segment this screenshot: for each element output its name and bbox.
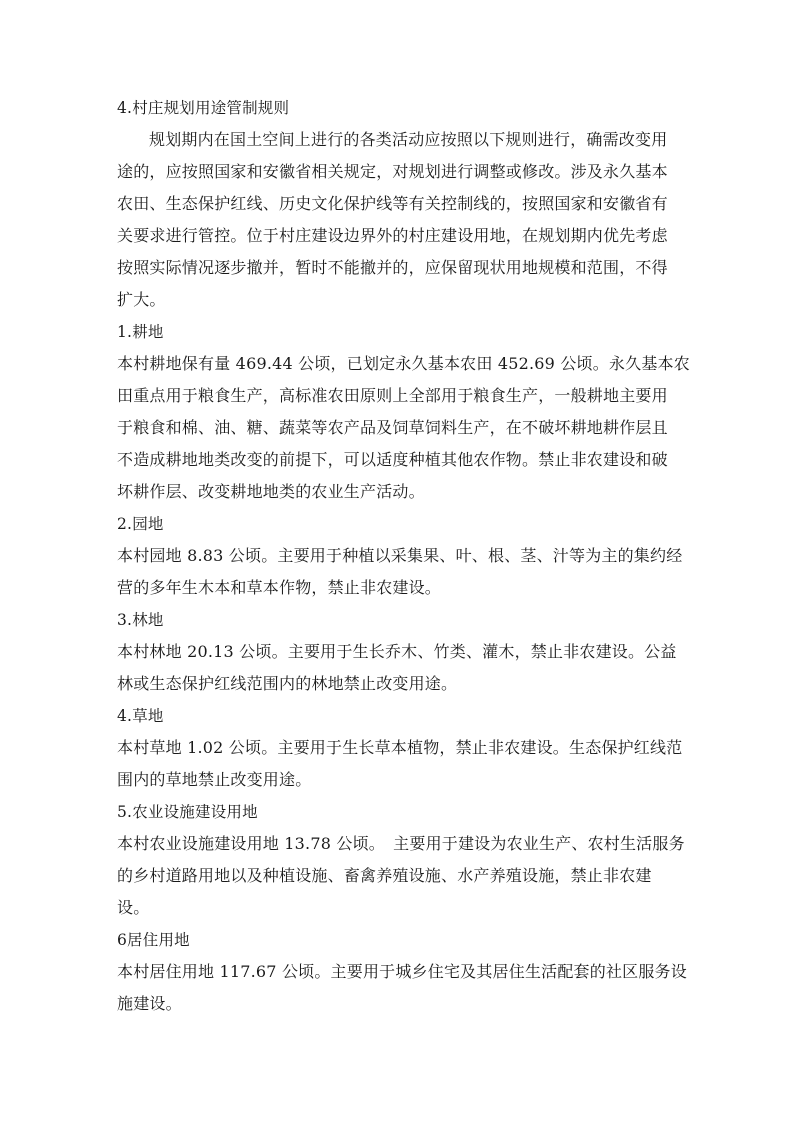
paragraph-line: 本村耕地保有量 469.44 公顷，已划定永久基本农田 452.69 公顷。永久基本农 [117, 354, 690, 373]
subsection-heading: 6居住用地 [117, 931, 190, 949]
section-grassland [117, 700, 683, 796]
paragraph-line: 的乡村道路用地以及种植设施、畜禽养殖设施、水产养殖设施，禁止非农建 [117, 866, 652, 885]
paragraph-line: 施建设。 [117, 994, 182, 1013]
paragraph-line: 途的，应按照国家和安徽省相关规定，对规划进行调整或修改。涉及永久基本 [117, 162, 668, 181]
paragraph-line: 按照实际情况逐步撤并，暂时不能撤并的，应保留现状用地规模和范围，不得 [117, 258, 668, 277]
document-body [117, 92, 690, 1020]
subsection-heading: 1.耕地 [117, 323, 164, 341]
paragraph-line: 扩大。 [117, 290, 166, 309]
subsection-heading: 3.林地 [117, 611, 164, 629]
section-garden-land [117, 508, 683, 604]
paragraph-line: 本村园地 8.83 公顷。主要用于种植以采集果、叶、根、茎、汁等为主的集约经 [117, 546, 683, 565]
paragraph-line: 农田、生态保护红线、历史文化保护线等有关控制线的，按照国家和安徽省有 [117, 194, 668, 213]
section-cultivated-land [117, 316, 690, 508]
subsection-heading: 2.园地 [117, 515, 164, 533]
paragraph-line: 田重点用于粮食生产，高标准农田原则上全部用于粮食生产，一般耕地主要用 [117, 386, 668, 405]
section-agricultural-facility-land [117, 796, 685, 924]
paragraph-line: 林或生态保护红线范围内的林地禁止改变用途。 [117, 674, 458, 693]
section-title: 4.村庄规划用途管制规则 [117, 99, 290, 117]
paragraph-line: 本村居住用地 117.67 公顷。主要用于城乡住宅及其居住生活配套的社区服务设 [117, 962, 687, 981]
paragraph-line: 营的多年生木本和草本作物，禁止非农建设。 [117, 578, 442, 597]
paragraph-line: 不造成耕地地类改变的前提下，可以适度种植其他农作物。禁止非农建设和破 [117, 450, 668, 469]
paragraph-line: 坏耕作层、改变耕地地类的农业生产活动。 [117, 482, 425, 501]
paragraph-line: 规划期内在国土空间上进行的各类活动应按照以下规则进行，确需改变用 [149, 130, 668, 149]
paragraph-line: 设。 [117, 898, 150, 917]
paragraph-line: 关要求进行管控。位于村庄建设边界外的村庄建设用地，在规划期内优先考虑 [117, 226, 668, 245]
section-forest-land [117, 604, 677, 700]
paragraph-line: 于粮食和棉、油、糖、蔬菜等农产品及饲草饲料生产，在不破坏耕地耕作层且 [117, 418, 668, 437]
intro-paragraph [117, 124, 677, 316]
paragraph-line: 本村农业设施建设用地 13.78 公顷。 主要用于建设为农业生产、农村生活服务 [117, 834, 685, 853]
subsection-heading: 5.农业设施建设用地 [117, 803, 258, 821]
paragraph-line: 本村林地 20.13 公顷。主要用于生长乔木、竹类、灌木，禁止非农建设。公益 [117, 642, 677, 661]
paragraph-line: 本村草地 1.02 公顷。主要用于生长草本植物，禁止非农建设。生态保护红线范 [117, 738, 683, 757]
section-residential-land [117, 924, 687, 1020]
paragraph-line: 围内的草地禁止改变用途。 [117, 770, 312, 789]
subsection-heading: 4.草地 [117, 707, 164, 725]
